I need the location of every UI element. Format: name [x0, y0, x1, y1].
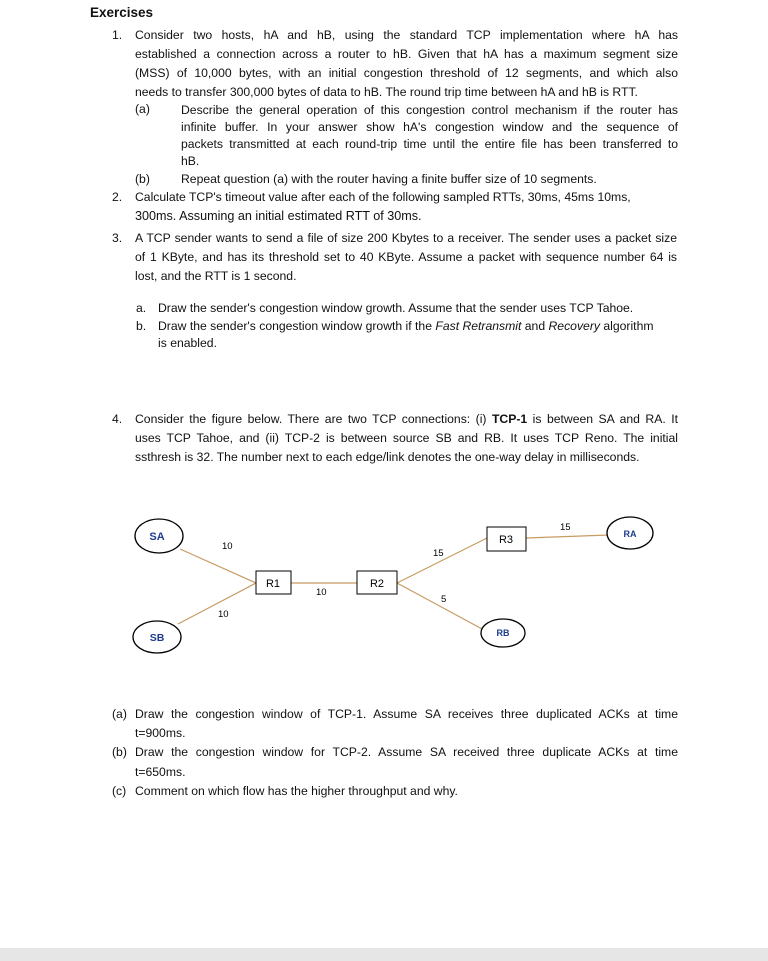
q4a-line-2: t=900ms. — [135, 726, 186, 740]
delay-r1-r2: 10 — [316, 587, 327, 598]
delay-sb-r1: 10 — [218, 609, 229, 620]
q4-line-3: ssthresh is 32. The number next to each edge/link denotes the one-way delay in milliseconds. — [135, 450, 640, 464]
q1b-text: Repeat question (a) with the router having a finite buffer size of 10 segments. — [181, 172, 597, 186]
link-r3-ra — [526, 535, 609, 538]
q4b-line-1: Draw the congestion window for TCP-2. Assume SA received three duplicate ACKs at time — [135, 745, 678, 759]
q4c-label: (c) — [112, 784, 127, 798]
q1a-label: (a) — [135, 102, 150, 116]
q4a-label: (a) — [112, 707, 127, 721]
q1-number: 1. — [112, 28, 123, 42]
q1-line-2: established a connection across a router to hB. Given that hA has a maximum segment size — [135, 47, 678, 61]
q3-line-3: lost, and the RTT is 1 second. — [135, 269, 297, 283]
delay-sa-r1: 10 — [222, 541, 233, 552]
q1a-line-3: packets transmitted at each round-trip time until the entire file has been transferred to — [181, 137, 678, 151]
q1a-line-1: Describe the general operation of this congestion control mechanism if the router has — [181, 103, 678, 117]
q2-number: 2. — [112, 190, 123, 204]
q2-line-1: Calculate TCP's timeout value after each of the following sampled RTTs, 30ms, 45ms 10ms, — [135, 190, 631, 204]
delay-r2-rb: 5 — [441, 594, 447, 605]
q3a-text: Draw the sender's congestion window growth. Assume that the sender uses TCP Tahoe. — [158, 301, 634, 315]
q3-number: 3. — [112, 231, 123, 245]
node-r2-label: R2 — [369, 578, 385, 590]
node-r3-label: R3 — [498, 534, 514, 546]
q1a-line-2: infinite buffer. In your answer show hA's congestion window and the sequence of — [181, 120, 678, 134]
q2-line-2: 300ms. Assuming an initial estimated RTT of 30ms. — [135, 209, 422, 223]
link-r2-r3 — [397, 538, 487, 583]
q1a-line-4: hB. — [181, 154, 200, 168]
delay-r2-r3: 15 — [433, 548, 444, 559]
page-heading: Exercises — [90, 5, 154, 20]
link-sa-r1 — [180, 549, 256, 583]
q1-line-1: Consider two hosts, hA and hB, using the standard TCP implementation where hA has — [135, 28, 678, 42]
q4-number: 4. — [112, 412, 123, 426]
q4b-line-2: t=650ms. — [135, 765, 186, 779]
node-sa-label: SA — [149, 531, 165, 543]
q1b-label: (b) — [135, 172, 150, 186]
node-sb-label: SB — [149, 632, 165, 644]
q1-line-3: (MSS) of 10,000 bytes, with an initial congestion threshold of 12 segments, and which also — [135, 66, 678, 80]
q3b-text: Draw the sender's congestion window growth if the Fast Retransmit and Recovery algorithm — [158, 319, 654, 333]
bottom-scroll-strip — [0, 948, 768, 961]
q1-line-4: needs to transfer 300,000 bytes of data to hB. The round trip time between hA and hB is RTT. — [135, 85, 638, 99]
q3b-label: b. — [136, 319, 147, 333]
q4c-text: Comment on which flow has the higher throughput and why. — [135, 784, 458, 798]
q4-line-1: Consider the figure below. There are two TCP connections: (i) TCP-1 is between SA and RA. It — [135, 412, 678, 426]
node-r1-label: R1 — [265, 578, 281, 590]
q3-line-1: A TCP sender wants to send a file of size 200 Kbytes to a receiver. The sender uses a packet size — [135, 231, 677, 245]
q3a-label: a. — [136, 301, 147, 315]
node-ra-label: RA — [623, 529, 637, 539]
q4-line-2: uses TCP Tahoe, and (ii) TCP-2 is between source SB and RB. It uses TCP Reno. The initial — [135, 431, 678, 445]
q4b-label: (b) — [112, 745, 127, 759]
q3b-line-2: is enabled. — [158, 336, 217, 350]
delay-r3-ra: 15 — [560, 522, 571, 533]
node-rb-label: RB — [496, 628, 510, 638]
q3-line-2: of 1 KByte, and has its threshold set to 40 KByte. Assume a packet with sequence number 64 is — [135, 250, 677, 264]
q4a-line-1: Draw the congestion window of TCP-1. Assume SA receives three duplicated ACKs at time — [135, 707, 678, 721]
link-r2-rb — [397, 583, 484, 630]
link-sb-r1 — [178, 583, 256, 624]
